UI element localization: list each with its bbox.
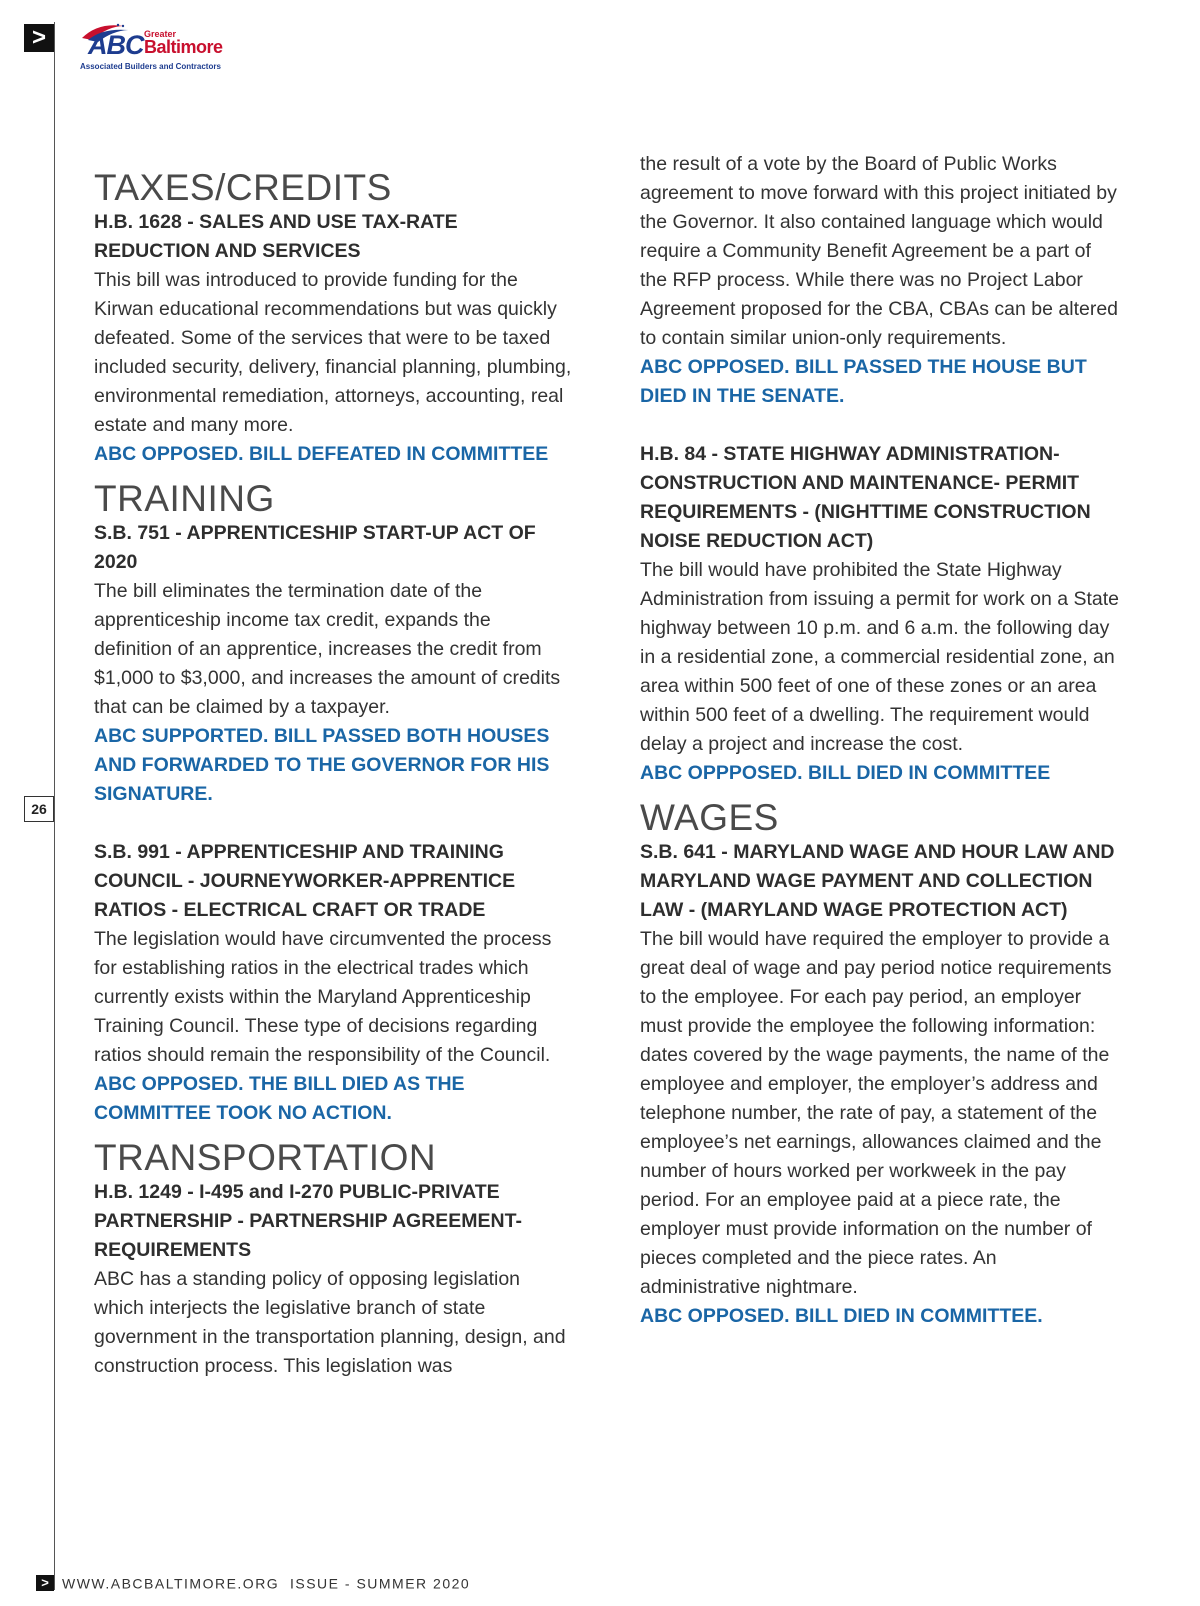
abc-baltimore-logo: [78, 20, 248, 74]
chevron-right-icon: >: [24, 24, 54, 52]
bill-status-hb84: ABC OPPPOSED. BILL DIED IN COMMITTEE: [640, 762, 1051, 784]
bill-body-hb1628: This bill was introduced to provide funding for the Kirwan educational recommendations but was quickly defeated. Some of the services that were to be taxed included security, delivery, financial planning, plumbing, environmental remediation, attorneys, accounting, real estate and many more.: [94, 269, 572, 436]
logo-abc-text: ABC: [88, 30, 144, 60]
bill-title-sb641: S.B. 641 - MARYLAND WAGE AND HOUR LAW AND MARYLAND WAGE PAYMENT AND COLLECTION LAW - (MARYLAND WAGE PROTECTION ACT): [640, 841, 1115, 921]
bill-title-hb1249: H.B. 1249 - I-495 and I-270 PUBLIC-PRIVATE PARTNERSHIP - PARTNERSHIP AGREEMENT-REQUIREMENTS: [94, 1181, 522, 1261]
page-number: 26: [24, 796, 54, 822]
bill-body-hb84: The bill would have prohibited the State Highway Administration from issuing a permit for work on a State highway between 10 p.m. and 6 a.m. the following day in a residential zone, a commercial residential zone, an area within 500 feet of one of these zones or an area within 500 feet of a dwelling. The requirement would delay a project and increase the cost.: [640, 559, 1120, 755]
bill-status-sb991: ABC OPPOSED. THE BILL DIED AS THE COMMITTEE TOOK NO ACTION.: [94, 1073, 465, 1124]
bill-body-hb1249: ABC has a standing policy of opposing legislation which interjects the legislative branch of state government in the transportation planning, design, and construction process. This legislation was: [94, 1268, 566, 1377]
bill-title-sb751: S.B. 751 - APPRENTICESHIP START-UP ACT OF 2020: [94, 522, 536, 573]
right-column: [640, 150, 1120, 1331]
logo-city-text: Baltimore: [144, 37, 223, 57]
bill-title-sb991: S.B. 991 - APPRENTICESHIP AND TRAINING COUNCIL - JOURNEYWORKER-APPRENTICE RATIOS - ELECTRICAL CRAFT OR TRADE: [94, 841, 516, 921]
section-heading-training: TRAINING: [94, 478, 275, 519]
section-heading-taxes: TAXES/CREDITS: [94, 167, 392, 208]
logo-tagline: Associated Builders and Contractors: [80, 62, 221, 71]
bill-title-hb84: H.B. 84 - STATE HIGHWAY ADMINISTRATION-CONSTRUCTION AND MAINTENANCE- PERMIT REQUIREMENTS - (NIGHTTIME CONSTRUCTION NOISE REDUCTION ACT): [640, 443, 1091, 552]
section-heading-wages: WAGES: [640, 797, 779, 838]
bill-body-hb1249-continued: the result of a vote by the Board of Public Works agreement to move forward with this project initiated by the Governor. It also contained language which would require a Community Benefit Agreement be a part of the RFP process. While there was no Project Labor Agreement proposed for the CBA, CBAs can be altered to contain similar union-only requirements.: [640, 153, 1119, 349]
bill-body-sb751: The bill eliminates the termination date of the apprenticeship income tax credit, expands the definition of an apprentice, increases the credit from $1,000 to $3,000, and increases the amount of credits that can be claimed by a taxpayer.: [94, 580, 561, 718]
left-margin-rule: [54, 22, 55, 1590]
bill-status-hb1628: ABC OPPOSED. BILL DEFEATED IN COMMITTEE: [94, 443, 549, 465]
bill-status-sb641: ABC OPPOSED. BILL DIED IN COMMITTEE.: [640, 1305, 1043, 1327]
bill-status-hb1249: ABC OPPOSED. BILL PASSED THE HOUSE BUT DIED IN THE SENATE.: [640, 356, 1087, 407]
bill-body-sb641: The bill would have required the employer to provide a great deal of wage and pay period notice requirements to the employee. For each pay period, an employer must provide the employee the following information: dates covered by the wage payments, the name of the employee and employer, the employer’s address and telephone number, the rate of pay, a statement of the employee’s net earnings, allowances claimed and the number of hours worked per workweek in the pay period. For an employee paid at a piece rate, the employer must provide information on the number of pieces completed and the piece rates. An administrative nightmare.: [640, 928, 1112, 1298]
footer-issue: ISSUE - SUMMER 2020: [289, 1575, 471, 1592]
bill-status-sb751: ABC SUPPORTED. BILL PASSED BOTH HOUSES AND FORWARDED TO THE GOVERNOR FOR HIS SIGNATURE.: [94, 725, 550, 805]
bill-body-sb991: The legislation would have circumvented the process for establishing ratios in the electrical trades which currently exists within the Maryland Apprenticeship Training Council. These type of decisions regarding ratios should remain the responsibility of the Council.: [94, 928, 552, 1066]
page-footer: [36, 1574, 470, 1594]
chevron-right-icon: >: [36, 1575, 54, 1591]
logo-greater-text: Greater: [144, 29, 177, 39]
bill-title-hb1628: H.B. 1628 - SALES AND USE TAX-RATE REDUCTION AND SERVICES: [94, 211, 458, 262]
section-heading-transportation: TRANSPORTATION: [94, 1137, 437, 1178]
left-column: [94, 150, 574, 1381]
footer-url[interactable]: WWW.ABCBALTIMORE.ORG: [62, 1575, 280, 1592]
